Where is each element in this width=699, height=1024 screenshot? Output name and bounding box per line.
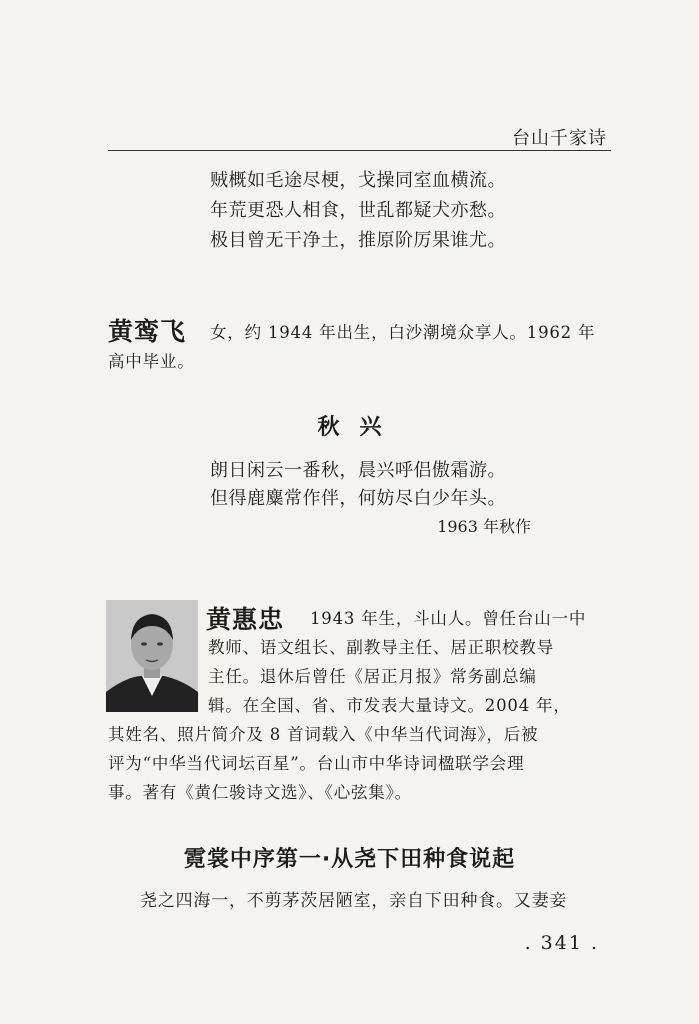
author-bio-line: 教师、语文组长、副教导主任、居正职校教导 — [208, 638, 554, 657]
body-text-line: 尧之四海一，不剪茅茨居陋室，亲自下田种食。又妻妾 — [140, 891, 568, 911]
author-bio-line: 主任。退休后曾任《居正月报》常务副总编 — [208, 667, 537, 686]
header-rule — [108, 150, 611, 151]
author-name: 黄鸾飞 — [108, 317, 187, 346]
poem-line: 朗日闲云一番秋，晨兴呼侣傲霜游。 — [210, 460, 506, 481]
section-heading: 霓裳中序第一·从尧下田种食说起 — [183, 847, 516, 872]
running-header-title: 台山千家诗 — [512, 128, 607, 149]
page-number: . 341 . — [524, 932, 599, 954]
author-bio-line: 其姓名、照片简介及 8 首词载入《中华当代词海》，后被 — [108, 725, 539, 744]
author-bio-line: 事。著有《黄仁骏诗文选》、《心弦集》。 — [108, 783, 412, 802]
poem-title: 秋兴 — [317, 414, 402, 440]
author-portrait-photo — [106, 600, 198, 712]
poem-line: 贼概如毛途尽梗，戈操同室血横流。 — [210, 170, 506, 191]
author-name: 黄惠忠 — [206, 605, 285, 634]
poem-line: 年荒更恐人相食，世乱都疑犬亦愁。 — [210, 200, 506, 221]
poem-line: 极目曾无干净土，推原阶厉果谁尤。 — [210, 230, 506, 251]
poem-line: 但得鹿麋常作伴，何妨尽白少年头。 — [210, 488, 506, 509]
author-bio-line: 辑。在全国、省、市发表大量诗文。2004 年， — [208, 696, 571, 715]
poem-date: 1963 年秋作 — [437, 517, 531, 536]
author-bio-line: 评为“中华当代词坛百星”。台山市中华诗词楹联学会理 — [108, 754, 525, 773]
author-bio-line: 1943 年生，斗山人。曾任台山一中 — [310, 609, 587, 628]
author-bio-line: 高中毕业。 — [108, 352, 195, 371]
author-bio-line: 女，约 1944 年出生，白沙潮境众享人。1962 年 — [210, 323, 596, 342]
